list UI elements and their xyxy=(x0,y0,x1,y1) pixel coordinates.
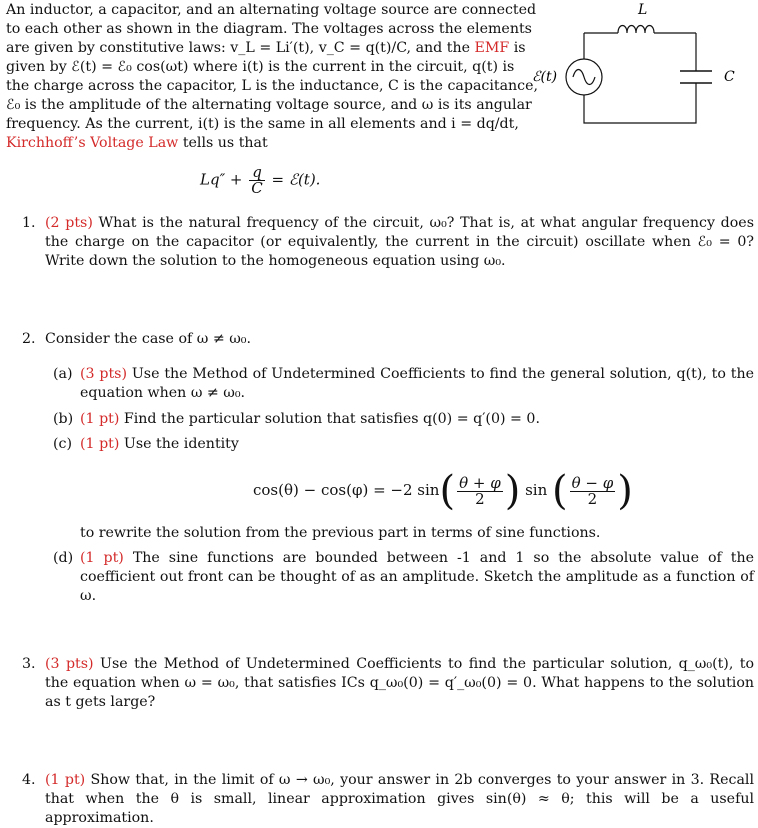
points-badge: (1 pt) xyxy=(45,772,86,788)
question-2c: (c) (1 pt) Use the identity xyxy=(53,436,239,452)
intro-line: ℰ₀ is the amplitude of the alternating voltage source, and ω is its angular xyxy=(6,97,532,113)
intro-line: given by ℰ(t) = ℰ₀ cos(ωt) where i(t) is the current in the circuit, q(t) is xyxy=(6,59,515,75)
fraction: $\frac{\theta - \varphi}{2}$ xyxy=(571,473,614,508)
circuit-diagram xyxy=(520,0,752,130)
points-badge: (1 pt) xyxy=(80,550,124,566)
inductor-label: L xyxy=(638,2,648,18)
intro-line: An inductor, a capacitor, and an alternating voltage source are connected xyxy=(6,2,537,18)
points-badge: (1 pt) xyxy=(80,436,120,452)
intro-line: are given by constitutive laws: v_L = Li′(t), v_C = q(t)/C, and the EMF is xyxy=(6,40,526,56)
capacitor-label: C xyxy=(724,69,735,85)
cosine-identity: cos(θ) − cos(φ) = −2 sin( $\frac{\theta + \varphi}{2}$ ) sin ( $\frac{\theta - \varphi}{2}$ ) xyxy=(253,468,633,514)
question-1: 1. (2 pts) What is the natural frequency of the circuit, ω₀? That is, at what angular frequency does the charge on the capacitor (or equivalently, the current in the circuit) oscillate when ℰ₀ = 0? Write down the solution to the homogeneous equation using ω₀. xyxy=(22,215,754,269)
source-label: ℰ(t) xyxy=(532,69,558,85)
equation-lcq: Lq″ + $\frac{q}{C}$ = ℰ(t). xyxy=(200,163,321,197)
question-2b: (b) (1 pt) Find the particular solution that satisfies q(0) = q′(0) = 0. xyxy=(53,411,540,427)
points-badge: (2 pts) xyxy=(45,215,93,231)
capacitor-plates xyxy=(680,71,712,83)
points-badge: (1 pt) xyxy=(80,411,120,427)
sine-wave-icon xyxy=(573,70,595,85)
intro-line: frequency. As the current, i(t) is the same in all elements and i = dq/dt, xyxy=(6,116,519,132)
question-2c-continuation: to rewrite the solution from the previous part in terms of sine functions. xyxy=(80,525,601,541)
inductor-coil xyxy=(584,26,696,34)
question-2a: (a) (3 pts) Use the Method of Undetermined Coefficients to find the general solution, q(t), to the equation when ω ≠ ω₀. xyxy=(53,366,755,401)
kvl-link[interactable]: Kirchhoff’s Voltage Law xyxy=(6,135,179,151)
circuit-wire xyxy=(584,33,696,123)
question-2: 2. Consider the case of ω ≠ ω₀. xyxy=(22,331,252,347)
question-4: 4. (1 pt) Show that, in the limit of ω → ω₀, your answer in 2b converges to your answer in 3. Recall that when the θ is small, linear approximation gives sin(θ) ≈ θ; this will be a useful approximation. xyxy=(22,772,754,826)
emf-link[interactable]: EMF xyxy=(474,40,510,56)
points-badge: (3 pts) xyxy=(80,366,128,382)
question-2d: (d) (1 pt) The sine functions are bounded between -1 and 1 so the absolute value of the coefficient out front can be thought of as an amplitude. Sketch the amplitude as a function of ω. xyxy=(53,550,755,604)
question-3: 3. (3 pts) Use the Method of Undetermined Coefficients to find the particular solution, q_ω₀(t), to the equation when ω = ω₀, that satisfies ICs q_ω₀(0) = q′_ω₀(0) = 0. What happens to the solution as t gets large? xyxy=(22,656,755,710)
intro-line: the charge across the capacitor, L is the inductance, C is the capacitance, xyxy=(6,78,539,94)
intro-paragraph xyxy=(6,1,539,153)
intro-line: to each other as shown in the diagram. The voltages across the elements xyxy=(6,21,532,37)
fraction: $\frac{q}{C}$ xyxy=(251,163,263,197)
intro-line: Kirchhoff’s Voltage Law tells us that xyxy=(6,135,268,151)
points-badge: (3 pts) xyxy=(45,656,94,672)
fraction: $\frac{\theta + \varphi}{2}$ xyxy=(459,473,501,508)
